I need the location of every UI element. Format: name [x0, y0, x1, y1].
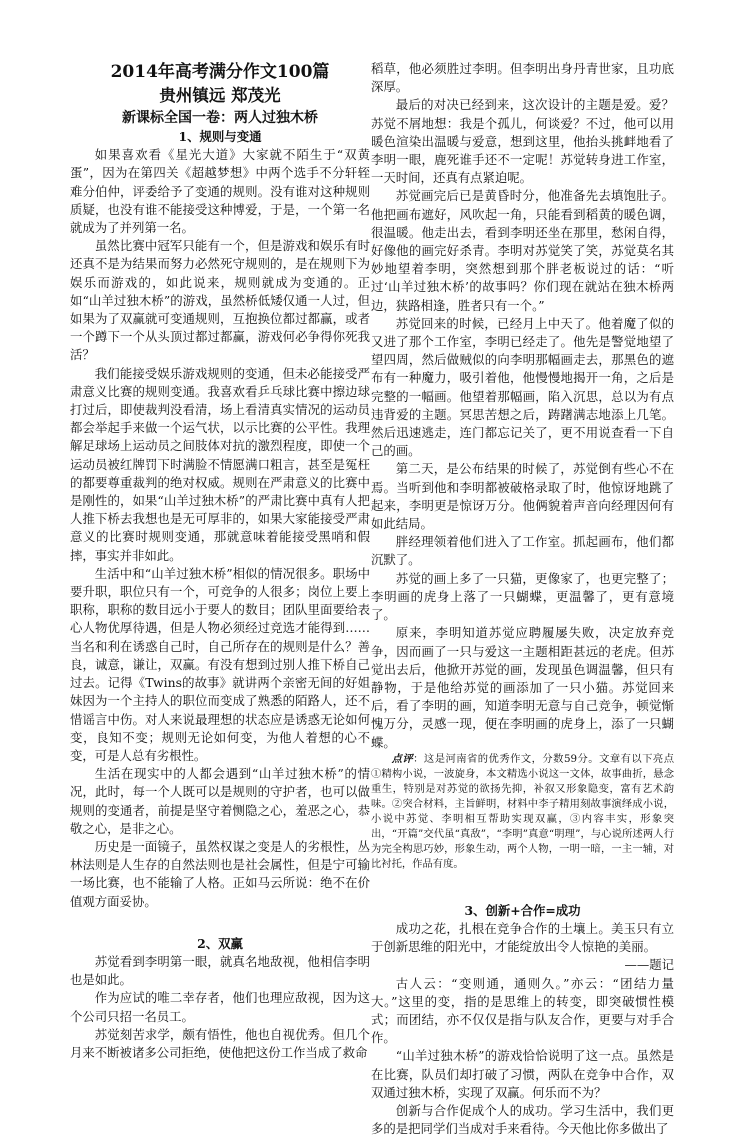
- section-heading-1: 1、规则与变通: [178, 129, 262, 144]
- paragraph: 苏觉回来的时候，已经月上中天了。他着魔了似的又进了那个工作室，李明已经走了。他先是警觉地望了望四周，然后做贼似的向李明那幅画走去，那黑色的遮布有一种魔力，吸引着他，他慢慢地揭开一角，之后是完整的一幅画。他望着那幅画，陷入沉思，总以为有点违背爱的主题。冥思苦想之后，踌躇满志地添上几笔。然后迅速逃走，连门都忘记关了，更不用说查看一下自己的画。: [371, 315, 674, 459]
- paragraph: 第二天，是公布结果的时候了，苏觉倒有些心不在焉。当听到他和李明都被破格录取了时，他惊讶地跳了起来，李明更是惊讶万分。他俩貌着声音向经理因何有如此结局。: [371, 461, 674, 532]
- paragraph: 苏觉画完后已是黄昏时分，他准备先去填饱肚子。他把画布遮好，风吹起一角，只能看到稻黄的暖色调，很温暖。他走出去，看到李明还坐在那里，愁闲自得，好像他的画完好杀青。李明对苏觉笑了笑，苏觉莫名其妙地望着李明，突然想到那个胖老板说过的话：“听过‘山羊过独木桥’的故事吗？你们现在就站在独木桥两边，狭路相逢，胜者只有一个。”: [371, 188, 674, 313]
- paragraph: 最后的对决已经到来，这次设计的主题是爱。爱？苏觉不屑地想：我是个孤儿，何谈爱？不过，他可以用暖色渲染出温暖与爱意，想到这里，他抬头挑衅地看了李明一眼，鹿死谁手还不一定呢！苏觉转身进工作室，一天时间，还真有点紧迫呢。: [371, 97, 674, 186]
- paragraph: 我们能接受娱乐游戏规则的变通，但未必能接受严肃意义比赛的规则变通。我喜欢看乒乓球比赛中擦边球打过后，即使裁判没看清，场上看清真实情况的运动员都会举起手来做一个运气状，以示比赛的公平性。我理解足球场上运动员之间肢体对抗的激烈程度，即使一个运动员被红牌罚下时满脸不情愿满口粗言，甚至是冤枉的都要尊重裁判的绝对权威。规则在严肃意义的比赛中是刚性的，如果“山羊过独木桥”的严肃比赛中真有人把人推下桥去我想也是无可厚非的，如果大家能接受严肃意义的比赛时规则变通，那就意味着能接受黑哨和假摔，事实并非如此。: [70, 365, 370, 563]
- paragraph: 苏觉看到李明第一眼，就真名地敌视，他相信李明也是如此。: [70, 953, 370, 988]
- paragraph: “山羊过独木桥”的游戏恰恰说明了这一点。虽然是在比赛，队员们却打破了习惯，两队在竞争中合作，双双通过独木桥，实现了双赢。何乐而不为？: [371, 1048, 674, 1100]
- author-line: 贵州镇远 郑茂光: [159, 86, 281, 105]
- paragraph: 虽然比赛中冠军只能有一个，但是游戏和娱乐有时还真不是为结果而努力必然死守规则的，是在规则下为娱乐而游戏的，如此说来，规则就成为变通的。正如“山羊过独木桥”的游戏，虽然桥低矮仅通一人过，但如果为了双赢就可变通规则，互抱换位都过都赢，或者一个蹲下一个从头顶过都过都赢，游戏何必争得你死我活？: [70, 238, 370, 363]
- paragraph: 生活在现实中的人都会遇到“山羊过独木桥”的情况，此时，每一个人既可以是规则的守护者，也可以做规则的变通者，前提是坚守着恻隐之心，羞恶之心，恭敬之心，是非之心。: [70, 766, 370, 836]
- paragraph: 创新与合作促成个人的成功。学习生活中，我们更多的是把同学们当成对手来看待。今天他比你多做出了: [371, 1102, 674, 1137]
- paragraph-continued: 稻草，他必须胜过李明。但李明出身丹青世家，且功底深厚。: [371, 61, 674, 95]
- section-heading-3: 3、创新+合作=成功: [464, 902, 581, 918]
- comment-label: 点评: [391, 752, 414, 765]
- section-gap: [70, 911, 370, 935]
- comment-text: 这是河南省的优秀作文，分数59分。文章有以下亮点 ①精构小说，一波旋身，本文精选小说这一文体，故事曲折，悬念重生，特别是对苏觉的欲扬先抑，补叙又形象隐变，富有艺术韵味。②突合材料，主旨鲜明，材料中李子精用刻故事演绎成小说，小说中苏觉、李明相互帮助实现双赢，③内容丰实，形象突出，“开篇”交代虽“真敌”，“李明”真意“明理”，与心说所述两人行为完全构思巧妙，形象生动，两个人物，一明一暗，一主一辅，对比衬托，作品有度。: [371, 752, 675, 870]
- paragraph: 成功之花，扎根在竞争合作的土壤上。美玉只有立于创新思维的阳光中，才能绽放出令人惊艳的美丽。: [371, 920, 674, 955]
- paragraph: 原来，李明知道苏觉应聘履屡失败，决定放弃竞争，因而画了一只与爱这一主题相距甚远的老虎。但苏觉出去后，他掀开苏觉的画，发现虽色调温馨，但只有静物，于是他给苏觉的画添加了一只小猫。苏觉回来后，看了李明的画，知道李明无意与自己竞争，顿觉惭愧万分，灵感一现，便在李明画的虎身上，添了一只蝴蝶。: [371, 625, 674, 750]
- document-title: 2014年高考满分作文100篇: [110, 62, 330, 82]
- section-gap: [371, 872, 674, 902]
- left-column: [70, 60, 370, 1062]
- paragraph: 历史是一面镜子，虽然权谋之变是人的劣根性，丛林法则是人生存的自然法则也是社会属性，但是宁可输一场比赛，也不能输了人格。正如马云所说：绝不在价值观方面妥协。: [70, 838, 370, 909]
- paragraph: 苏觉刻苦求学，颇有悟性，他也自视优秀。但几个月来不断被诸多公司拒绝，使他把这份工作当成了救命: [70, 1026, 370, 1060]
- paragraph: 古人云：“变则通，通则久。”亦云：“团结力量大。”这里的变，指的是思维上的转变，即突破惯性模式；而团结，亦不仅仅是指与队友合作，更要与对手合作。: [371, 975, 674, 1046]
- epigraph-tag: ——题记: [624, 957, 674, 973]
- paragraph: 胖经理领着他们进入了工作室。抓起画布，他们都沉默了。: [371, 534, 674, 568]
- paragraph: 苏觉的画上多了一只猫，更像家了，也更完整了；李明画的虎身上落了一只蝴蝶，更温馨了，更有意境了。: [371, 570, 674, 623]
- paragraph: 如果喜欢看《星光大道》大家就不陌生于“双黄蛋”，因为在第四关《超越梦想》中两个选手不分轩轾难分伯仲，评委给予了变通的规则。没有谁对这种规则质疑，也没有谁不能接受这种博爱，于是，一个第一名就成为了并列第一名。: [70, 147, 370, 236]
- section-heading-2: 2、双赢: [197, 935, 243, 951]
- exam-paper-title: 新课标全国一卷：两人过独木桥: [122, 110, 318, 126]
- teacher-comment: 点评：这是河南省的优秀作文，分数59分。文章有以下亮点 ①精构小说，一波旋身，本文精选小说这一文体，故事曲折，悬念重生，特别是对苏觉的欲扬先抑，补叙又形象隐变，富有艺术韵味。②突合材料，主旨鲜明，材料中李子精用刻故事演绎成小说，小说中苏觉、李明相互帮助实现双赢，③内容丰实，形象突出，“开篇”交代虽“真敌”，“李明”真意“明理”，与心说所述两人行为完全构思巧妙，形象生动，两个人物，一明一暗，一主一辅，对比衬托，作品有度。: [371, 752, 675, 870]
- paragraph: 生活中和“山羊过独木桥”相似的情况很多。职场中要升职，职位只有一个，可竞争的人很多；岗位上要上职称，职称的数目远小于要人的数目；团队里面要给表心人物优厚待遇，但是人物必须经过竞选才能得到……当名和利在诱惑自己时，自己所存在的规则是什么？善良，诚意，谦让，双赢。有没有想到过别人推下桥自己过去。记得《Twins的故事》就讲两个亲密无间的好姐妹因为一个主持人的职位而变成了熟悉的陌路人，还不惜谣言中伤。对人来说最理想的状态应是诱惑无论如何变，良知不变；规则无论如何变，为他人着想的心不变，可是人总有劣根性。: [70, 565, 370, 763]
- paragraph: 作为应试的唯二幸存者，他们也理应敌视，因为这个公司只招一名员工。: [70, 990, 370, 1024]
- right-column: [371, 60, 674, 1138]
